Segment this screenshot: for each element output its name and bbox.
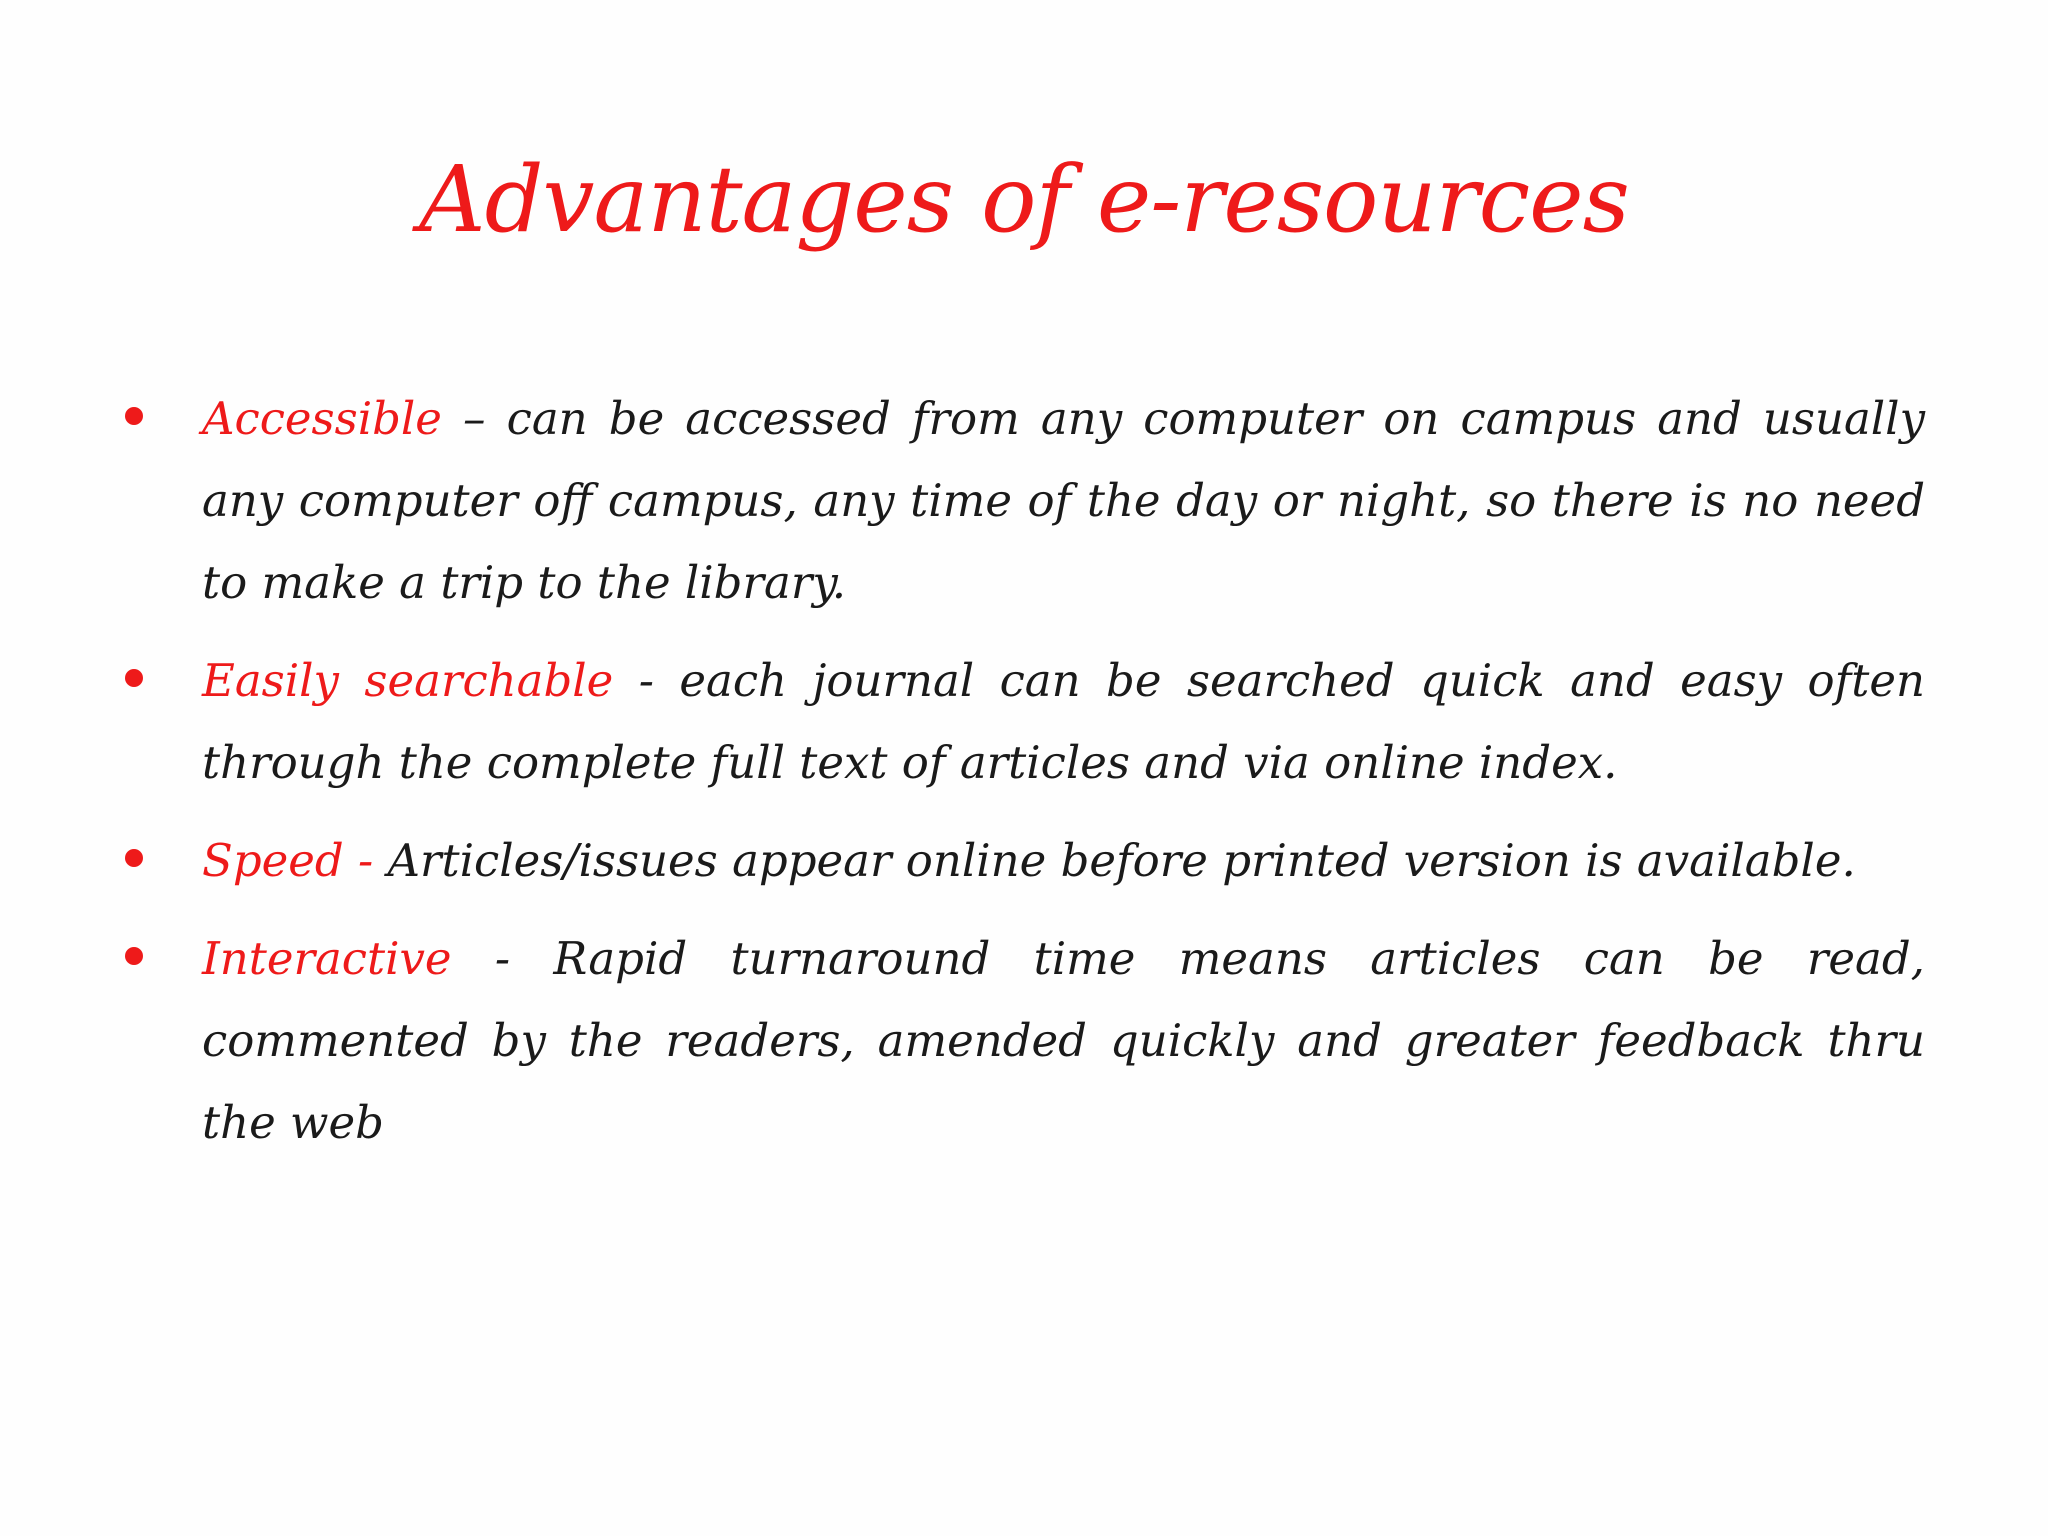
bullet-dot-icon (125, 849, 143, 867)
bullet-text: - Rapid turnaround time means articles can be read, commented by the readers, amended quickly and greater feedback thru the web (202, 932, 1925, 1149)
bullet-text: Articles/issues appear online before printed version is available. (373, 834, 1856, 887)
bullet-term: Easily searchable (202, 654, 614, 707)
bullet-text: - each journal can be searched quick and easy often through the complete full text of articles and via online index. (202, 654, 1925, 789)
bullet-term: Accessible (202, 392, 442, 445)
bullet-term: Interactive (202, 932, 452, 985)
bullet-dot-icon (125, 407, 143, 425)
bullet-easily-searchable (125, 640, 1925, 804)
bullet-list (125, 378, 1925, 1164)
bullet-accessible (125, 378, 1925, 624)
bullet-interactive (125, 918, 1925, 1164)
slide-title: Advantages of e-resources (419, 146, 1629, 253)
bullet-speed (125, 820, 1925, 902)
bullet-dot-icon (125, 669, 143, 687)
bullet-term: Speed - (202, 834, 374, 887)
bullet-text: – can be accessed from any computer on campus and usually any computer off campus, any time of the day or night, so there is no need to make a trip to the library. (202, 392, 1925, 609)
bullet-dot-icon (125, 947, 143, 965)
